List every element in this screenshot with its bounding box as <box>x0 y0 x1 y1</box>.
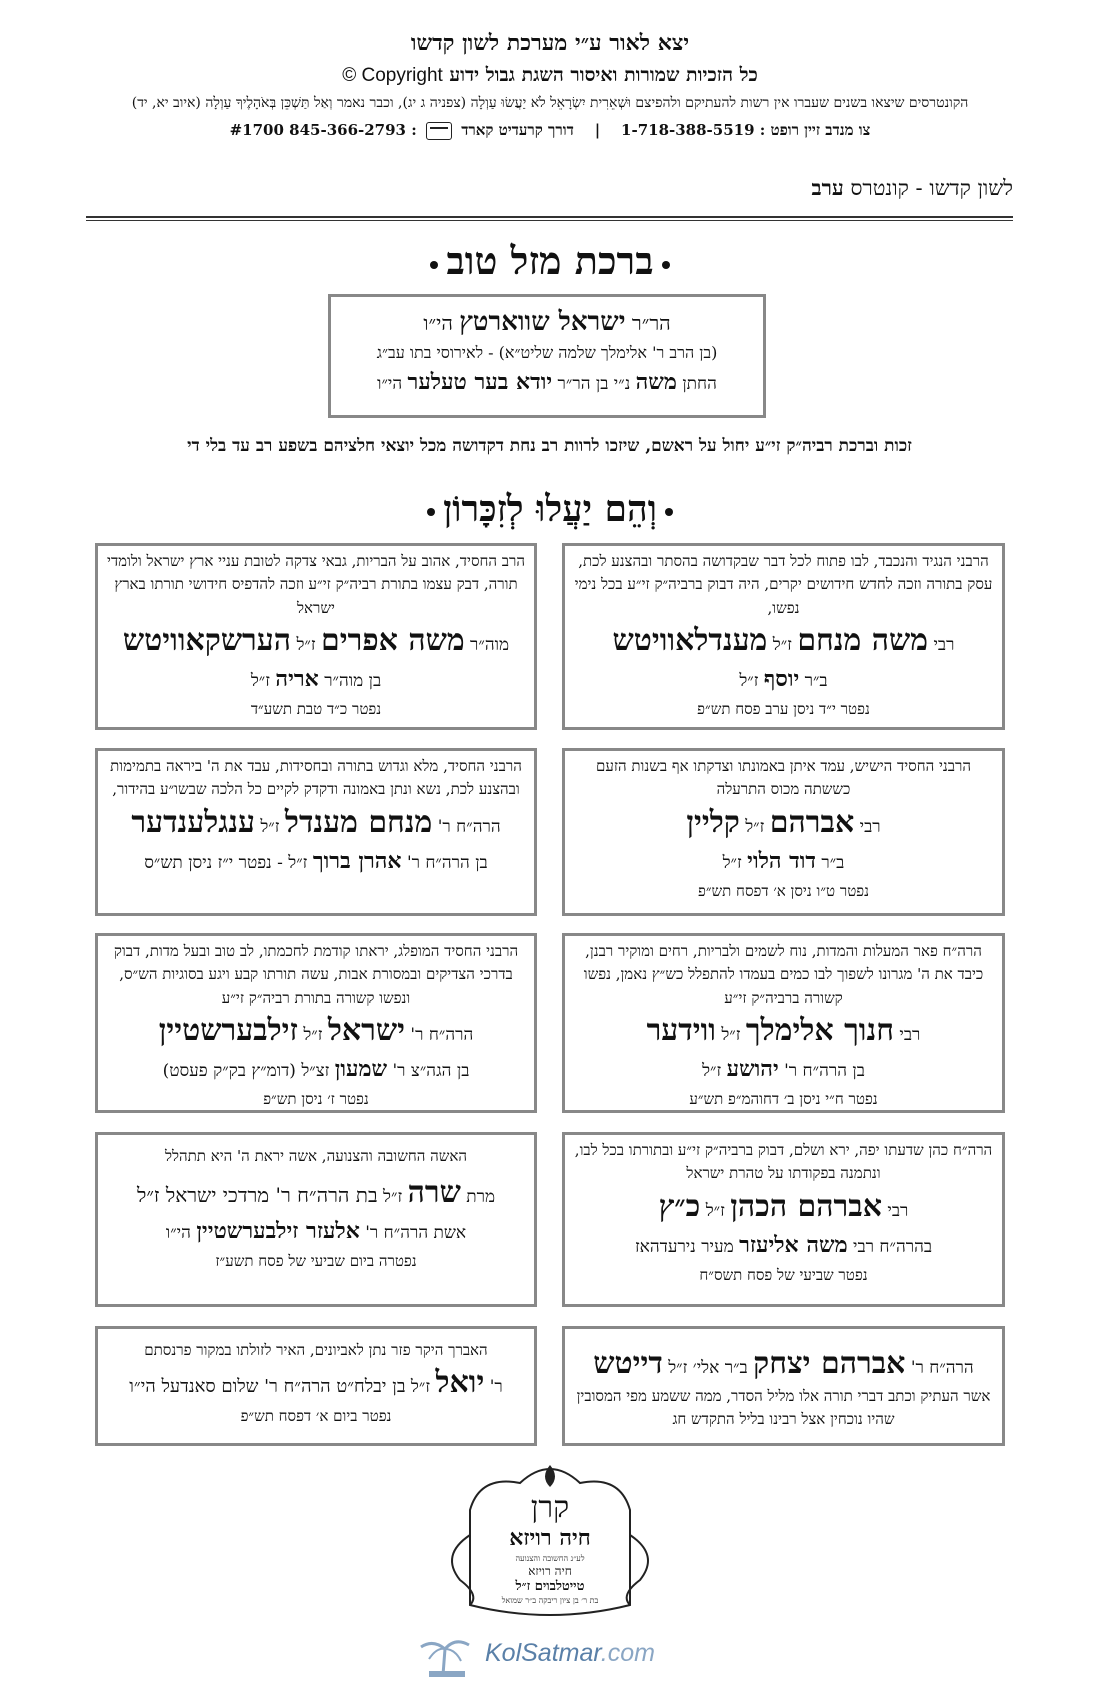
memorial-parent-name: אהרן ברוך <box>312 847 402 874</box>
memorial-parent-suffix: ז״ל <box>722 852 742 873</box>
copyright-text: Copyright © <box>342 64 443 86</box>
memorial-box <box>95 1326 537 1446</box>
memorial-parent-name: יוסף <box>763 665 800 692</box>
mazal-suffix: הי״ו <box>423 311 453 335</box>
memorial-parent-prefix: בן הרה״ח ר' <box>784 1060 865 1081</box>
page-title <box>60 175 1013 201</box>
memorial-box <box>95 933 537 1113</box>
chosson-father: יודא בער טעלער <box>407 369 553 395</box>
memorial-parent <box>106 844 526 879</box>
memorial-prefix: הרה״ח ר' <box>410 1024 474 1045</box>
memorial-husband-prefix: אשת הרה״ח ר' <box>365 1223 467 1244</box>
publisher-line: יצא לאור ע״י מערכת לשון קדשו <box>410 30 690 56</box>
logo-small-name: חיה רויזא <box>528 1564 572 1578</box>
memorial-parent-suffix: ז״ל <box>739 670 759 691</box>
memorial-zl: ז״ל <box>296 634 316 655</box>
chosson-mid: נ״י בן הר״ר <box>557 374 631 394</box>
memorial-zl: ב״ר אלי׳ ז״ל <box>668 1358 748 1378</box>
memorial-zl: ז״ל <box>745 816 765 837</box>
memorial-parent-name: משה אליעזר <box>739 1231 848 1258</box>
memorial-first-name: אברהם הכהן <box>730 1188 882 1224</box>
memorial-text: הרבני הנגיד והנכבד, לבו פתוח לכל דבר שבקדושה בהסתר ובהצנע לכת, עסק בתורה וזכה לחדש חידושים יקרים, היה דבוק ברביה״ק זי״ע בכל נימי נפשו, <box>574 552 993 617</box>
memorial-first-name: מנחם מענדל <box>284 804 433 840</box>
mazal-tov-heading <box>0 238 1100 284</box>
memorial-first-name: שרה <box>407 1175 461 1211</box>
memorial-parent-name: אריה <box>275 665 319 692</box>
page-title-bold: ערב <box>811 175 844 200</box>
memorial-parent-name: יהושע <box>726 1055 779 1082</box>
memorial-surname: קליין <box>686 804 740 840</box>
memorial-zl: ז״ל <box>383 1187 403 1208</box>
memorial-date: נפטרה ביום שביעי של פסח תשע״ז <box>215 1252 417 1271</box>
memorial-surname: זילבערשטיין <box>158 1012 298 1048</box>
phone-card-number: : 845-366-2793 #1700 <box>229 120 417 139</box>
memorial-zl: ז״ל <box>721 1024 741 1045</box>
chosson-name: משה <box>635 369 677 395</box>
memorial-box <box>562 748 1005 916</box>
logo-name: חיה רויזא <box>509 1525 591 1551</box>
mazal-tov-box <box>328 294 766 418</box>
credit-card-icon <box>426 122 452 140</box>
memorial-parent-prefix: בהרה״ח רבי <box>853 1236 933 1257</box>
memorial-name <box>573 1186 994 1228</box>
memorial-heading <box>0 488 1100 530</box>
memorial-zl: ז״ל <box>260 816 280 837</box>
chosson-prefix: החתן <box>682 374 717 394</box>
memorial-parent-prefix: בן הגה״צ ר' <box>392 1060 470 1081</box>
kolsatmar-watermark <box>415 1635 695 1679</box>
memorial-name <box>573 1343 994 1385</box>
bullet-icon <box>430 261 438 269</box>
memorial-box <box>562 543 1005 730</box>
memorial-date: נפטר שביעי של פסח תשס״ח <box>699 1265 868 1284</box>
memorial-prefix: ר' <box>489 1377 503 1398</box>
memorial-parent <box>573 844 994 879</box>
mazal-name: ישראל שווארטץ <box>459 307 626 337</box>
mazal-prefix: הר״ר <box>631 311 671 335</box>
memorial-surname: מענדלאוויטש <box>612 622 768 658</box>
memorial-zl: ז״ל <box>303 1024 323 1045</box>
memorial-parent-prefix: ב״ר <box>821 852 845 873</box>
memorial-parent-suffix: ז״ל <box>250 670 271 691</box>
memorial-father: בן יבלח״ט הרה״ח ר' שלום סאנדעל הי״ו <box>129 1376 406 1398</box>
mazal-line-3 <box>331 369 763 395</box>
memorial-date: נפטר ט״ו ניסן א׳ דפסח תש״פ <box>697 881 870 900</box>
memorial-prefix: מוה״ר <box>470 634 510 655</box>
memorial-zl: ז״ל <box>410 1377 431 1398</box>
memorial-parent-prefix: בן הרה״ח ר' <box>406 852 488 873</box>
memorial-text: האשה החשובה והצנועה, אשה יראת ה' היא תתהלל <box>165 1147 467 1165</box>
memorial-text: אשר העתיק וכתב דברי תורה אלו מליל הסדר, ממה ששמע מפי המסובין שהיו נוכחין אצל רבינו בליל התקדש חג <box>576 1387 991 1429</box>
memorial-parent <box>573 1228 994 1263</box>
memorial-zl: ז״ל <box>772 634 792 655</box>
memorial-parent-suffix: מעיר נירעדהאז <box>634 1236 734 1257</box>
memorial-surname: ענגלענדער <box>131 804 255 840</box>
logo-keren: קרן <box>530 1490 570 1525</box>
memorial-box <box>95 748 537 916</box>
bullet-icon <box>662 261 670 269</box>
memorial-name <box>573 620 994 662</box>
memorial-parent-name: דוד הלוי <box>747 847 816 874</box>
memorial-heading-text: וְהֵם יַעֲלוּ לְזִכָּרוֹן <box>443 488 657 530</box>
logo-family: טייטלבוים ז״ל <box>515 1579 585 1594</box>
memorial-name <box>573 802 994 844</box>
mazal-line-1 <box>331 307 763 337</box>
site-tld: .com <box>600 1639 655 1667</box>
memorial-name <box>106 1010 526 1052</box>
memorial-prefix: מרת <box>466 1187 496 1208</box>
memorial-date: נפטר כ״ד טבת תשע״ד <box>250 699 382 718</box>
blessing-line: זכות וברכת רביה״ק זי״ע יחול על ראשם, שיזכו לרוות רב נחת דקדושה מכל יוצאי חלציהם בשפע רב עד בלי די <box>187 436 912 456</box>
memorial-parent-suffix: ז״ל <box>702 1060 722 1081</box>
memorial-prefix: הרה״ח ר' <box>910 1358 974 1378</box>
memorial-parent <box>106 662 526 697</box>
memorial-text: הרב החסיד, אהוב על הבריות, גבאי צדקה לטובת עניי ארץ ישראל ולומדי תורה, דבק עצמו בתורת רביה״ק זי״ע וזכה להדפיס חידושי תורתו בארץ ישראל <box>107 552 525 617</box>
memorial-first-name: משה אפרים <box>321 622 465 658</box>
memorial-date: נפטר י״ד ניסן ערב פסח תש״פ <box>697 699 870 718</box>
memorial-first-name: יואל <box>435 1365 485 1401</box>
memorial-text: הרבני החסיד הישיש, עמד איתן באמונתו וצדקתו אף בשנות הזעם כששתה מכוס התרעלה <box>595 757 972 799</box>
palm-tree-icon <box>415 1635 477 1679</box>
site-brand: KolSatmar <box>485 1639 601 1667</box>
memorial-surname: כ״ץ <box>658 1188 701 1224</box>
memorial-first-name: חנוך אלימלך <box>745 1012 894 1048</box>
phone-divider: | <box>594 120 601 139</box>
memorial-surname: ווידער <box>646 1012 716 1048</box>
memorial-prefix: רבי <box>933 634 955 655</box>
site-name <box>485 1639 655 1668</box>
bullet-icon <box>665 508 673 516</box>
memorial-zl: ז״ל <box>705 1200 725 1221</box>
memorial-box <box>562 1326 1005 1446</box>
memorial-text: הרה״ח פאר המעלות והמדות, נוח לשמים ולבריות, רחים ומוקיר רבנן, כיבד את ה' מגרונו לשפוך לבו כמים בעמדו להתפלל כש״ץ נאמן, נפשו קשורה ברביה״ק זי״ע <box>583 942 984 1007</box>
memorial-box <box>95 543 537 730</box>
memorial-box <box>562 1132 1005 1307</box>
memorial-parent-suffix: ז״ל - נפטר י״ז ניסן תש״ס <box>144 852 308 873</box>
memorial-prefix: רבי <box>899 1024 921 1045</box>
memorial-parent <box>106 1052 526 1087</box>
mazal-line-2: (בן הרב ר' אלימלך שלמה שליט״א) - לאירוסי בתו עב״ג <box>376 343 718 362</box>
memorial-box <box>95 1132 537 1307</box>
memorial-first-name: אברהם יצחק <box>753 1346 906 1381</box>
memorial-text: הרבני החסיד המופלג, יראתו קודמת לחכמתו, לב טוב ובעל מדות, דבוק בדרכי הצדיקים ובמסורת אבות, עשה תורתו קבע ויגע בסוגיות הש״ס, ונפשו קשורה בתורת רביה״ק זי״ע <box>113 942 519 1007</box>
memorial-date: נפטר ז׳ ניסן תש״פ <box>263 1089 369 1108</box>
phone-card-label: דורך קרעדיט קארד <box>461 120 574 139</box>
memorial-father: בת הרה״ח ר' מרדכי ישראל ז״ל <box>136 1183 378 1208</box>
header-divider-thin <box>86 220 1013 221</box>
phone-donate: צו מנדב זיין רופט : 1-718-388-5519 <box>621 120 871 139</box>
memorial-husband-name: אלעזר זילבערשטיין <box>196 1218 360 1245</box>
memorial-name <box>573 1010 994 1052</box>
memorial-prefix: רבי <box>887 1200 909 1221</box>
notice-line: הקונטרסים שיצאו בשנים שעברו אין רשות להעתיקם ולהפיצם וּשְׁאֵרִית יִשְׂרָאֵל לֹא יַעֲשׂוּ עַוְלָה (צפניה ג יג), וכבר נאמר וְאַל תַּשְׁכֵּן בְּאֹהָלֶיךָ עַוְלָה (איוב יא, יד) <box>131 95 969 112</box>
memorial-name <box>106 1362 526 1404</box>
memorial-box <box>562 933 1005 1113</box>
memorial-first-name: משה מנחם <box>797 622 929 658</box>
memorial-surname: דייטש <box>593 1346 663 1381</box>
memorial-parent <box>573 662 994 697</box>
page-title-prefix: לשון קדשו - קונטרס <box>850 176 1013 200</box>
memorial-surname: הערשקאוויטש <box>122 622 292 658</box>
memorial-date: נפטר ביום א׳ דפסח תש״פ <box>240 1407 392 1426</box>
memorial-parent-name: שמעון <box>334 1055 388 1082</box>
memorial-parent <box>573 1052 994 1087</box>
memorial-name <box>106 802 526 844</box>
memorial-text: הרבני החסיד, מלא וגדוש בתורה ובחסידות, עבד את ה' ביראה בתמימות ובהצנע לכת, נשא ונתן באמונה ודקדק לקיים כל הלכה שבשו״ע בהידור, <box>110 757 522 799</box>
memorial-parent-suffix: זצ״ל (דומ״ץ בק״ק פעסט) <box>162 1060 330 1081</box>
memorial-name <box>106 620 526 662</box>
memorial-husband-suffix: הי״ו <box>165 1223 191 1244</box>
logo-bottom-text: בת ר׳ בן ציון ריבקה ב״ר שמואל <box>501 1596 599 1605</box>
bullet-icon <box>427 508 435 516</box>
keren-logo <box>440 1455 660 1625</box>
rights-text: כל הזכיות שמורות ואיסור השגת גבול ידוע <box>449 63 758 86</box>
rights-line <box>60 64 1040 88</box>
memorial-prefix: רבי <box>859 816 881 837</box>
memorial-name <box>106 1172 526 1214</box>
chosson-suffix: הי״ו <box>377 374 403 394</box>
memorial-text: האברך היקר פזר נתן לאביונים, האיר לזולתו במקור פרנסתם <box>144 1341 488 1359</box>
memorial-parent-prefix: בן מוה״ר <box>324 670 382 691</box>
memorial-husband <box>106 1214 526 1249</box>
memorial-first-name: ישראל <box>327 1012 406 1048</box>
memorial-parent-prefix: ב״ר <box>804 670 828 691</box>
memorial-first-name: אברהם <box>769 804 855 840</box>
logo-small-text: לע״נ החשובה והצנועה <box>515 1554 585 1563</box>
header-divider <box>86 216 1013 218</box>
memorial-date: נפטר ח״י ניסן ב׳ דחוהמ״פ תש״ע <box>689 1089 878 1108</box>
phone-line <box>60 121 1040 140</box>
mazal-tov-text: ברכת מזל טוב <box>446 238 654 283</box>
memorial-prefix: הרה״ח ר' <box>437 816 501 837</box>
memorial-text: הרה״ח כהן שדעתו יפה, ירא ושלם, דבוק ברביה״ק זי״ע ובתורתו בכל לבו, ונתמנה בפקודתו על טהרת ישראל <box>574 1141 993 1183</box>
